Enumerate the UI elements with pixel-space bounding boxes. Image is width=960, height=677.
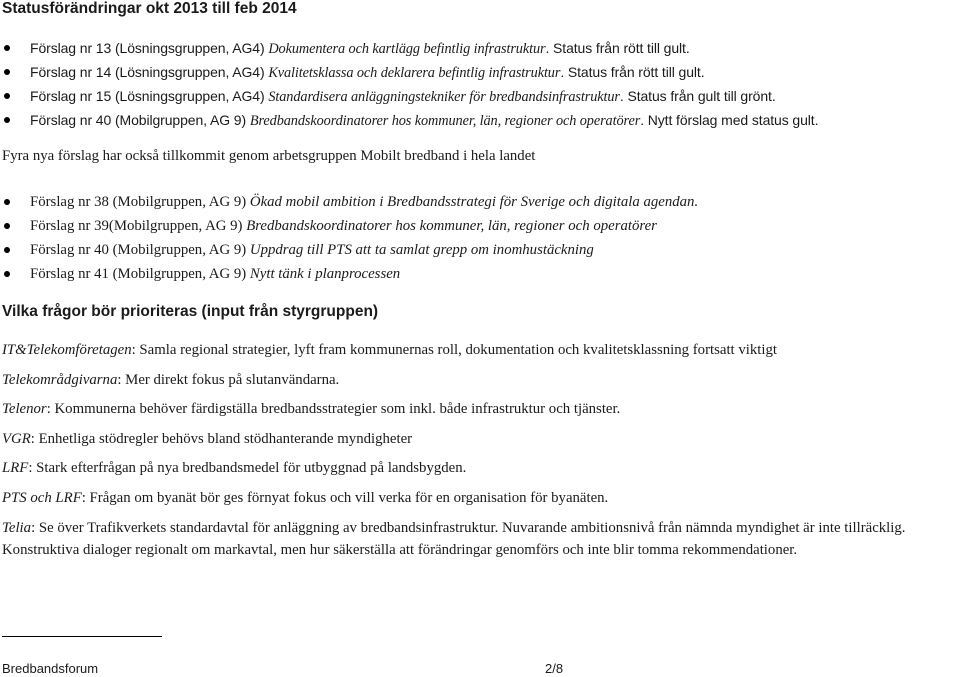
list-item xyxy=(0,262,958,286)
item-title: Bredbandskoordinatorer hos kommuner, län, regioner och operatörer xyxy=(249,113,641,129)
list-item xyxy=(0,190,958,214)
bullet-icon xyxy=(4,117,10,123)
input-paragraph xyxy=(2,490,608,507)
item-prefix: Förslag nr 14 (Lösningsgruppen, AG4) xyxy=(30,64,269,80)
input-paragraph xyxy=(2,431,412,448)
item-suffix: . Status från rött till gult. xyxy=(545,40,690,56)
input-text: : Samla regional strategier, lyft fram kommunernas roll, dokumentation och kvalitetsklassning fortsatt viktigt xyxy=(131,342,778,358)
list-item xyxy=(0,108,958,132)
bullet-icon xyxy=(4,69,10,75)
input-text: : Kommunerna behöver färdigställa bredbandsstrategier som inkl. både infrastruktur och tjänster. xyxy=(46,401,621,417)
bullet-icon xyxy=(4,199,10,205)
item-title: Uppdrag till PTS att ta samlat grepp om inomhustäckning xyxy=(249,242,594,258)
input-paragraph xyxy=(2,372,339,389)
bullet-icon xyxy=(4,45,10,51)
status-change-list xyxy=(0,36,958,132)
input-source: Telekområdgivarna xyxy=(2,372,118,388)
item-title: Standardisera anläggningstekniker för bredbandsinfrastruktur xyxy=(268,89,620,105)
input-paragraph xyxy=(2,517,957,561)
item-prefix: Förslag nr 40 (Mobilgruppen, AG 9) xyxy=(30,112,250,128)
item-prefix: Förslag nr 39(Mobilgruppen, AG 9) xyxy=(30,218,247,234)
item-suffix: . Nytt förslag med status gult. xyxy=(640,112,819,128)
bullet-icon xyxy=(4,223,10,229)
input-source: VGR xyxy=(2,431,31,447)
item-prefix: Förslag nr 13 (Lösningsgruppen, AG4) xyxy=(30,40,269,56)
item-title: Nytt tänk i planprocessen xyxy=(249,266,401,282)
input-source: IT&Telekomföretagen xyxy=(2,342,132,358)
input-paragraph xyxy=(2,342,777,359)
footer-divider xyxy=(2,636,162,637)
input-source: LRF xyxy=(2,460,29,476)
list-item xyxy=(0,238,958,262)
item-prefix: Förslag nr 38 (Mobilgruppen, AG 9) xyxy=(30,194,250,210)
item-prefix: Förslag nr 40 (Mobilgruppen, AG 9) xyxy=(30,242,250,258)
input-text: : Mer direkt fokus på slutanvändarna. xyxy=(117,372,340,388)
list-item xyxy=(0,84,958,108)
input-source: Telia xyxy=(2,520,32,536)
item-suffix: . Status från rött till gult. xyxy=(560,64,705,80)
input-text: : Enhetliga stödregler behövs bland stödhanterande myndigheter xyxy=(30,431,413,447)
intro-paragraph: Fyra nya förslag har också tillkommit genom arbetsgruppen Mobilt bredband i hela landet xyxy=(2,148,536,164)
item-title: Dokumentera och kartlägg befintlig infrastruktur xyxy=(268,41,546,57)
new-proposals-list xyxy=(0,190,958,286)
list-item xyxy=(0,36,958,60)
input-source: PTS och LRF xyxy=(2,490,82,506)
list-item xyxy=(0,60,958,84)
section-heading-status-changes: Statusförändringar okt 2013 till feb 2014 xyxy=(2,0,297,17)
input-paragraph xyxy=(2,460,466,477)
bullet-icon xyxy=(4,247,10,253)
input-text: : Stark efterfrågan på nya bredbandsmedel för utbyggnad på landsbygden. xyxy=(28,460,467,476)
section-heading-priorities: Vilka frågor bör prioriteras (input från styrgruppen) xyxy=(2,303,379,320)
item-prefix: Förslag nr 41 (Mobilgruppen, AG 9) xyxy=(30,266,250,282)
page-number: 2/8 xyxy=(545,661,564,676)
input-text: : Se över Trafikverkets standardavtal för anläggning av bredbandsinfrastruktur. Nuvarande ambitionsnivå från nämnda myndighet är inte tillräcklig. Konstruktiva dialoger regionalt om markavtal, men hur säkerställa att förändringar genomförs och inte blir tomma rekommendationer. xyxy=(2,520,906,558)
list-item xyxy=(0,214,958,238)
item-title: Ökad mobil ambition i Bredbandsstrategi för Sverige och digitala agendan. xyxy=(249,194,699,210)
item-title: Kvalitetsklassa och deklarera befintlig infrastruktur xyxy=(268,65,561,81)
footer-org-name: Bredbandsforum xyxy=(2,661,99,676)
item-title: Bredbandskoordinatorer hos kommuner, län, regioner och operatörer xyxy=(246,218,657,234)
input-paragraph xyxy=(2,401,620,418)
input-source: Telenor xyxy=(2,401,47,417)
item-suffix: . Status från gult till grönt. xyxy=(619,88,776,104)
input-text: : Frågan om byanät bör ges förnyat fokus och vill verka för en organisation för byanäten. xyxy=(81,490,609,506)
bullet-icon xyxy=(4,271,10,277)
bullet-icon xyxy=(4,93,10,99)
item-prefix: Förslag nr 15 (Lösningsgruppen, AG4) xyxy=(30,88,269,104)
